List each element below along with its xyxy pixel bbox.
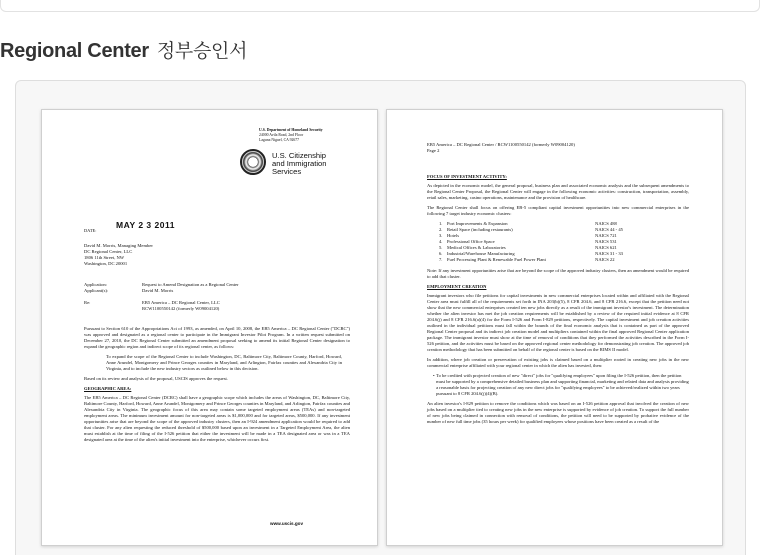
dhs-seal-icon (240, 149, 266, 175)
section-title-ko: 정부승인서 (156, 41, 248, 62)
dhs-address-line: 24000 Avila Road, 2nd Floor (259, 133, 304, 137)
paragraph-indented: To expand the scope of the Regional Center to include Washington, DC, Baltimore City, Baltimore County, Harford, Howard, Anne Arundel, Montgomery and Prince Georges counties in Maryland, and Arlington, Fairfax counties and Alexandria City in Virginia, and to include the new industry sectors as outlined below in this decision. (106, 354, 342, 371)
dhs-address (259, 128, 359, 143)
bullet-item (433, 373, 689, 397)
agency-name (272, 152, 326, 176)
recipient-line: David M. Morris, Managing Member (84, 243, 153, 248)
bullet-icon: • (433, 373, 435, 378)
re-value-1: EB5 America – DC Regional Center, LLC (142, 300, 220, 305)
paragraph: As depicted in the economic model, the general proposal, business plan and associated economic analysis and the subsequent amendments to the Regional Center Proposal, the Regional Center will engage in the following economic activities: construction, transportation, assembly, retail sales, marketing, casino operations, maintenance and the provision of healthcare. (427, 183, 689, 200)
agency-name-line: Services (272, 167, 302, 176)
recipient-line: 1806 11th Street, NW (84, 255, 125, 260)
recipient-line: Washington, DC 20001 (84, 261, 128, 266)
document-page-1[interactable] (41, 109, 378, 546)
applicants-value: David M. Morris (142, 288, 174, 293)
industry-item: 2. Retail Space (including restaurants) NAICS 44 - 45 (439, 227, 623, 232)
heading-focus: FOCUS OF INVESTMENT ACTIVITY: (427, 174, 507, 179)
industry-item: 6. Industrial/Warehouse Manufacturing NAICS 31 - 33 (439, 251, 623, 256)
recipient-address (84, 243, 234, 267)
section-title (0, 36, 247, 63)
paragraph: An alien investor's I-829 petition to remove the conditions which was based on an I-526 petition approval that involved the creation of new jobs based on a multiplier tied to creating new jobs in the new enterprise is supported by evidence of job creation. To support the full number of new jobs being claimed in connection with removal of conditions, the petition will need to be supported by probative evidence of the number of new full time jobs (35 hours per week) for qualified employees whose positions have been created as a result of the (427, 401, 689, 424)
recipient-line: DC Regional Center, LLC (84, 249, 133, 254)
applicants-label: Applicant(s): (84, 288, 109, 293)
industry-list (439, 221, 689, 263)
application-block (84, 282, 364, 312)
section-title-en: Regional Center (0, 40, 149, 62)
heading-employment: EMPLOYMENT CREATION (427, 284, 487, 289)
application-value: Request to Amend Designation as a Regional Center (142, 282, 239, 287)
dhs-address-line: Laguna Niguel, CA 92677 (259, 138, 300, 142)
industry-item: 5. Medical Offices & Laboratories NAICS 621 (439, 245, 617, 250)
re-label: Re: (84, 300, 91, 305)
date-stamp: MAY 2 3 2011 (116, 220, 175, 230)
page2-header-line: EB5 America – DC Regional Center / RCW1100550142 (formerly W09004120) (427, 142, 575, 147)
paragraph: Pursuant to Section 610 of the Appropriations Act of 1993, as amended, on April 10, 2008, the EB5 America – DC Regional Center ("DCRC") was approved and designated as a regional center to participate in the Immigrant Investor Pilot Program. In a written request submitted on December 27, 2010, the DC Regional Center submitted an amendment proposal seeking to amend its initial Regional Center designation to expand the geographic region and indirect scope of its regional center, as follows: (84, 326, 350, 349)
paragraph: Immigrant investors who file petitions for capital investments in new commercial enterprises located within and affiliated with the Regional Center area must fulfill all of the requirements set forth in INA 203(b)(5), 8 CFR 204.6, and 8 CFR 216.6, except that the petition need not show that the new commercial enterprises created ten new jobs directly as a result of the immigrant investor's investment. The determination whether the alien investor has met the job creation requirements will be established by a review of the required initial evidence at 8 CFR 204.6(j) and 8 CFR 216.6(a)(4) for the Form I-526 and Form I-829 petitions, respectively. The capital investment and job creation activities outlined in the individual petitions must fall within the bounds of the final economic analysis that is contained as part of the approved Regional Center proposal and its indirect job creation model and multipliers contained within the final approved Regional Center application package. The immigrant investor must show at the time of removal of conditions that they performed the activities described in the Form I-526 petition, and the activities must be based on the approved regional center methodology for demonstrating job creation. The approved job creation methodology that has been submitted on behalf of the regional center is based on the RIMS II model. (427, 293, 689, 352)
footer-website: www.uscis.gov (270, 521, 304, 526)
paragraph: In addition, where job creation or preservation of existing jobs is claimed based on a multiplier rooted in creating new jobs in the new commercial enterprise affiliated with your regional center in which the alien has invested, then: (427, 357, 689, 368)
paragraph-note: Note: If any investment opportunities arise that are beyond the scope of the approved industry clusters, then an amendment would be required to add that cluster. (427, 268, 689, 279)
heading-geographic-area: GEOGRAPHIC AREA: (84, 386, 132, 391)
page2-body (427, 174, 689, 429)
page1-body (84, 326, 350, 447)
application-label: Application: (84, 282, 107, 287)
page2-header (427, 142, 697, 154)
document-gallery (15, 80, 746, 555)
paragraph: Based on its review and analysis of the proposal, USCIS approves the request. (84, 376, 228, 381)
document-page-2[interactable] (386, 109, 723, 546)
dhs-address-line: U.S. Department of Homeland Security (259, 128, 323, 132)
agency-name-line: and Immigration (272, 159, 327, 168)
page2-header-line: Page 2 (427, 148, 440, 153)
industry-item: 3. Hotels NAICS 721 (439, 233, 617, 238)
industry-item: 7. Fuel Processing Plant & Renewable Fuel Power Plant NAICS 22 (439, 257, 615, 262)
date-label: DATE: (84, 228, 97, 233)
top-card-edge (0, 0, 760, 12)
industry-item: 1. Port Improvements & Expansion NAICS 488 (439, 221, 617, 226)
paragraph: The Regional Center shall focus on offering EB-5 compliant capital investment opportunities into new commercial enterprises in the following 7 target industry economic clusters: (427, 205, 689, 216)
bullet-text: To be credited with projected creation of new "direct" jobs for "qualifying employees" upon filing the I-526 petition, then the petition must be supported by a comprehensive detailed business plan and supporting financial, marketing and related data and analysis providing a reasonable basis for projecting creation of any new direct jobs for "qualifying employees" to be achieved/realized within two years pursuant to 8 CFR 204.6(j)(4)(B). (436, 373, 689, 396)
re-value-2: RCW1100550142 (formerly W09004120) (142, 306, 220, 311)
agency-name-line: U.S. Citizenship (272, 151, 327, 160)
industry-item: 4. Professional Office Space NAICS 531 (439, 239, 617, 244)
paragraph: The EB5 America – DC Regional Center (DCRC) shall have a geographic scope which includes the areas of Washington, DC, Baltimore City, Baltimore County, Harford, Howard, Anne Arundel, Montgomery and Prince Georges counties in Maryland, and Arlington, Fairfax counties and Alexandria City in Virginia. The geographic focus of this area may contain some targeted employment areas (TEAs) and non-targeted employment areas. The minimum investment amount for non-targeted areas is $1,000,000 and for targeted areas, $500,000. If any investment opportunities arise that are beyond the scope of the approved industry clusters, then an I-924 amendment application would be required to add that cluster. For any alien requesting the reduced threshold of $500,000 based upon an investment in a Targeted Employment Area, the alien must establish at the time of filing of the I-526 petition that either the investment will be made in a TEA designated area or was in a TEA designated area at the time of the alien's initial investment into the enterprise, whichever occurs first. (84, 395, 350, 442)
